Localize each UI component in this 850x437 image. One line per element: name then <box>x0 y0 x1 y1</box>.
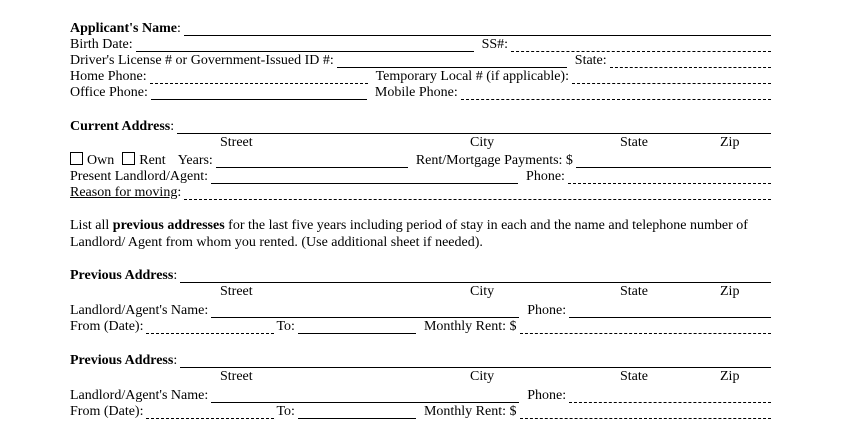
instructions-bold: previous addresses <box>112 218 225 233</box>
previous-landlord-row <box>70 387 771 403</box>
monthly-rent-label: Monthly Rent: $ <box>423 319 517 334</box>
city-caption: City <box>470 284 495 299</box>
from-date-field[interactable] <box>146 321 274 334</box>
rent-checkbox[interactable] <box>122 152 135 165</box>
previous-landlord-row <box>70 302 771 318</box>
to-date-field[interactable] <box>298 321 416 334</box>
ss-field[interactable] <box>511 39 771 52</box>
previous-address-field[interactable] <box>180 270 771 283</box>
to-date-field[interactable] <box>298 406 416 419</box>
ss-label: SS#: <box>481 37 509 52</box>
colon: : <box>176 21 181 36</box>
previous-landlord-label: Landlord/Agent's Name: <box>70 303 209 318</box>
years-field[interactable] <box>216 155 408 168</box>
present-landlord-row <box>70 168 771 184</box>
reason-field[interactable] <box>184 187 771 200</box>
previous-landlord-label: Landlord/Agent's Name: <box>70 388 209 403</box>
street-caption: Street <box>220 284 253 299</box>
current-address-field[interactable] <box>177 121 771 134</box>
reason-row <box>70 184 771 200</box>
previous-address-field[interactable] <box>180 355 771 368</box>
instructions-text-2: for the last five years including period of stay in each and the name and telephone number of Landlord/ Agent from whom you rented. (Use additional sheet if needed). <box>70 218 748 250</box>
previous-address-label: Previous Address <box>70 268 174 283</box>
street-caption: Street <box>220 135 253 150</box>
street-caption: Street <box>220 369 253 384</box>
previous-phone-label: Phone: <box>527 303 567 318</box>
current-address-label: Current Address <box>70 119 171 134</box>
to-date-label: To: <box>276 404 295 419</box>
colon: : <box>173 353 178 368</box>
license-state-label: State: <box>574 53 607 68</box>
city-caption: City <box>470 369 495 384</box>
previous-dates-row <box>70 403 771 419</box>
previous-landlord-field[interactable] <box>211 305 519 318</box>
zip-caption: Zip <box>720 369 740 384</box>
from-date-field[interactable] <box>146 406 274 419</box>
temp-local-field[interactable] <box>572 71 771 84</box>
rent-payments-field[interactable] <box>576 155 771 168</box>
rent-payments-label: Rent/Mortgage Payments: $ <box>415 153 573 168</box>
landlord-phone-label: Phone: <box>526 169 565 184</box>
previous-landlord-field[interactable] <box>211 390 519 403</box>
to-date-label: To: <box>276 319 295 334</box>
home-phone-field[interactable] <box>150 71 368 84</box>
present-landlord-label: Present Landlord/Agent: <box>70 169 209 184</box>
previous-phone-label: Phone: <box>527 388 567 403</box>
previous-address-row <box>70 352 771 368</box>
license-label: Driver's License # or Government-Issued ID #: <box>70 53 334 68</box>
tenure-row <box>70 152 771 168</box>
monthly-rent-field[interactable] <box>520 406 771 419</box>
office-phone-row <box>70 84 771 100</box>
home-phone-label: Home Phone: <box>70 69 147 84</box>
license-row <box>70 52 771 68</box>
instructions-paragraph <box>70 217 780 251</box>
years-label: Years: <box>177 153 213 168</box>
license-field[interactable] <box>337 55 567 68</box>
colon: : <box>177 185 182 200</box>
state-caption: State <box>620 369 648 384</box>
applicant-name-row <box>70 20 771 36</box>
rent-label: Rent <box>139 153 166 168</box>
birth-date-label: Birth Date: <box>70 37 133 52</box>
previous-address-row <box>70 267 771 283</box>
monthly-rent-field[interactable] <box>520 321 771 334</box>
license-state-field[interactable] <box>610 55 771 68</box>
own-label: Own <box>87 153 115 168</box>
zip-caption: Zip <box>720 284 740 299</box>
current-address-row <box>70 118 771 134</box>
from-date-label: From (Date): <box>70 319 144 334</box>
state-caption: State <box>620 284 648 299</box>
reason-label: Reason for moving <box>70 185 178 200</box>
mobile-phone-field[interactable] <box>461 87 771 100</box>
present-landlord-field[interactable] <box>211 171 518 184</box>
from-date-label: From (Date): <box>70 404 144 419</box>
previous-dates-row <box>70 318 771 334</box>
previous-address-label: Previous Address <box>70 353 174 368</box>
previous-phone-field[interactable] <box>569 305 771 318</box>
monthly-rent-label: Monthly Rent: $ <box>423 404 517 419</box>
temp-local-label: Temporary Local # (if applicable): <box>375 69 569 84</box>
own-checkbox[interactable] <box>70 152 83 165</box>
landlord-phone-field[interactable] <box>568 171 771 184</box>
instructions-text-1: List all <box>70 218 113 233</box>
mobile-phone-label: Mobile Phone: <box>374 85 458 100</box>
colon: : <box>170 119 175 134</box>
state-caption: State <box>620 135 648 150</box>
birth-date-field[interactable] <box>136 39 474 52</box>
home-phone-row <box>70 68 771 84</box>
applicant-name-label: Applicant's Name <box>70 21 177 36</box>
zip-caption: Zip <box>720 135 740 150</box>
applicant-name-field[interactable] <box>184 23 771 36</box>
office-phone-label: Office Phone: <box>70 85 148 100</box>
birth-date-row <box>70 36 771 52</box>
office-phone-field[interactable] <box>151 87 367 100</box>
previous-phone-field[interactable] <box>569 390 771 403</box>
colon: : <box>173 268 178 283</box>
city-caption: City <box>470 135 495 150</box>
